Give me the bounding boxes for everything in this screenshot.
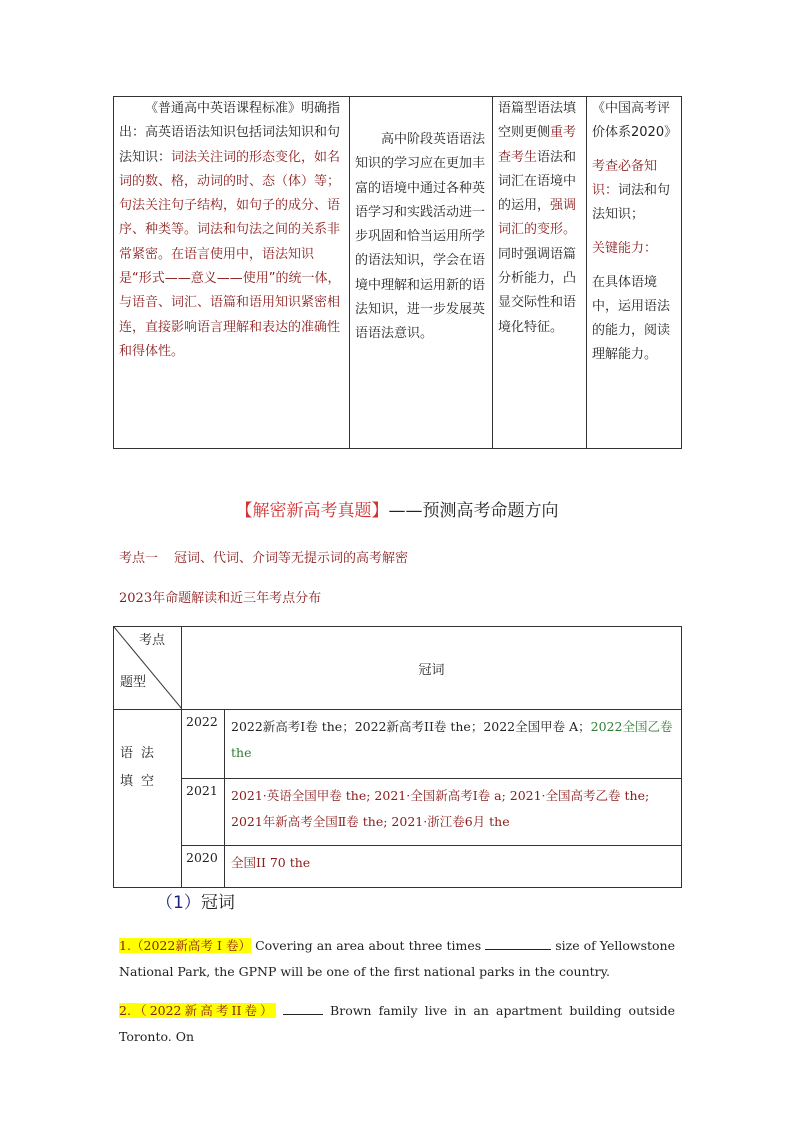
required-knowledge-label: 考查必备知识： [592, 159, 658, 198]
key-ability-label: 关键能力： [592, 241, 658, 256]
entry-2022-green: 2022全国乙卷 the [231, 719, 673, 760]
distribution-subtitle: 2023年命题解读和近三年考点分布 [119, 591, 322, 606]
corner-top-label: 考点 [138, 633, 165, 648]
high-school-grammar-text: 高中阶段英语语法知识的学习应在更加丰富的语境中通过各种英语学习和实践活动进一步巩固和恰当运用所学的语法知识，学会在语境中理解和运用新的语法知识，进一步发展英语语法意识。 [355, 132, 486, 342]
entry-2022 [225, 710, 682, 779]
entry-2020: 全国II 70 the [225, 846, 682, 888]
key-ability-text: 在具体语境中，运用语法的能力，阅读理解能力。 [592, 275, 671, 362]
evaluation-system-cell [587, 97, 682, 449]
exam-distribution-table [113, 626, 682, 888]
cloze-focus-text-1: 语篇型语法填空则更侧 [498, 101, 577, 141]
question-1-text-a: Covering an area about three times [255, 938, 482, 953]
section-title-bracketed: 【解密新高考真题】 [235, 501, 389, 521]
corner-bottom-label: 题型 [120, 675, 147, 690]
diagonal-header-cell [114, 627, 182, 710]
question-2 [119, 998, 675, 1050]
cloze-focus-text-3: 语法和词汇在语境中的运用， [498, 149, 577, 214]
entry-2021: 2021·英语全国甲卷 the; 2021·全国新高考I卷 a; 2021·全国高考乙卷 the; 2021年新高考全国Ⅱ卷 the; 2021·浙江卷6月 the [225, 779, 682, 846]
required-knowledge-text: 词法和句法知识； [592, 183, 671, 222]
row-label-grammar-fill: 语法填空 [114, 710, 182, 888]
question-2-text: Brown family live in an apartment building outside Toronto. On [119, 1003, 675, 1044]
year-2022: 2022 [182, 710, 225, 779]
kaodian-label: 考点一 [119, 551, 159, 566]
year-2020: 2020 [182, 846, 225, 888]
question-2-blank[interactable] [283, 1002, 323, 1015]
section-label: 冠词 [200, 893, 235, 913]
cloze-focus-text-4: 强调词汇的变形。 [498, 198, 577, 238]
standard-intro: 《普通高中英语课程标准》明确指出：高英语语法知识包括词法知识和句法知识： [119, 101, 341, 165]
question-1-tag: 1.（2022新高考 I 卷） [119, 938, 252, 953]
curriculum-table [113, 96, 682, 449]
question-1-text-b: size of Yellowstone National Park, the GPNP will be one of the first national parks in the country. [119, 938, 675, 979]
section-number: （1） [156, 893, 201, 913]
question-2-tag: 2.（2022新高考II卷） [119, 1003, 276, 1018]
high-school-grammar-cell [350, 97, 493, 449]
column-header-article: 冠词 [182, 627, 682, 710]
kaodian-heading [119, 547, 408, 566]
section-title-rest: ——预测高考命题方向 [388, 501, 559, 521]
cloze-focus-text-5: 同时强调语篇分析能力，凸显交际性和语境化特征。 [498, 246, 577, 335]
question-1-blank[interactable] [485, 937, 551, 950]
standard-detail: 词法关注词的形态变化，如名词的数、格，动词的时、态（体）等；句法关注句子结构，如句子的成分、语序、种类等。词法和句法之间的关系非常紧密。在语言使用中，语法知识是“形式——意义——使用”的统一体，与语音、词汇、语篇和语用知识紧密相连，直接影响语言理解和表达的准确性和得体性。 [119, 149, 341, 359]
question-1 [119, 933, 675, 985]
kaodian-text: 冠词、代词、介词等无提示词的高考解密 [174, 551, 409, 566]
section-label-article [156, 888, 235, 913]
section-title [0, 496, 794, 521]
entry-2022-main: 2022新高考I卷 the；2022新高考II卷 the；2022全国甲卷 A； [231, 719, 591, 734]
cloze-focus-text-2: 重考查考生 [498, 125, 577, 165]
year-2021: 2021 [182, 779, 225, 846]
cloze-focus-cell [493, 97, 587, 449]
curriculum-standard-cell [114, 97, 350, 449]
evaluation-system-title: 《中国高考评价体系2020》 [592, 101, 678, 140]
